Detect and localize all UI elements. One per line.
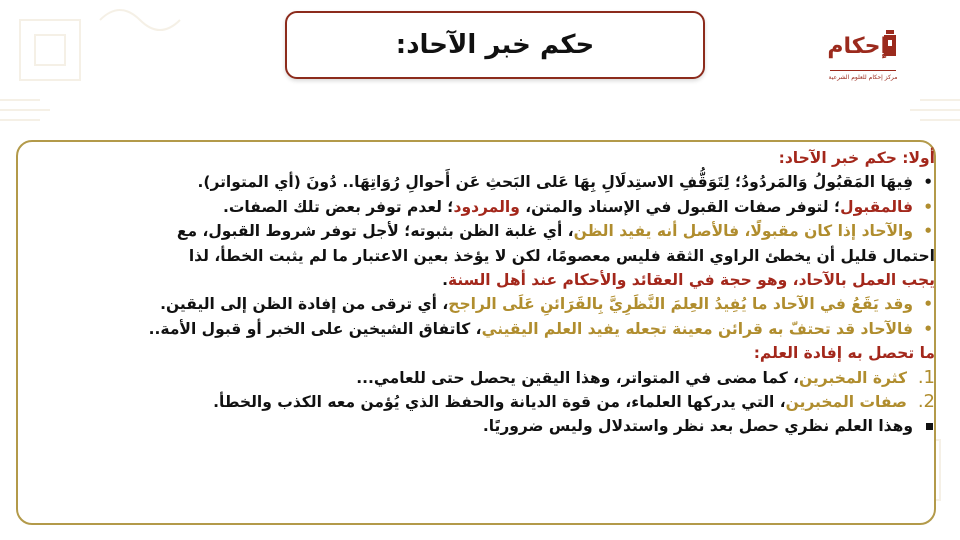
bullet2-part1: فالمقبول [840,197,913,216]
item2-part1: صفات المخبرين [785,393,907,412]
item2-number: 2. [917,391,935,413]
bullet3-part3: يجب العمل بالآحاد، وهو حجة في العقائد والأحكام عند أهل السنة [447,271,935,290]
list-item [25,292,935,316]
list-item [25,414,935,438]
bullet-icon: • [923,319,933,338]
page-title: حكم خبر الآحاد: [395,30,595,60]
title-box [285,11,705,79]
bullet2-part4: ؛ لعدم توفر بعض تلك الصفات. [222,197,454,216]
bullet4-part2: ، أي ترقى من إفادة الظن إلى اليقين. [160,295,449,314]
bullet-icon: • [923,197,933,216]
section1-heading: أولا: حكم خبر الآحاد: [778,149,935,167]
square-bullet-icon [926,423,933,430]
section2-heading: ما تحصل به إفادة العلم: [753,344,935,363]
bullet3-part4: . [442,271,448,290]
list-item [25,195,935,219]
item2-part2: ، التي يدركها العلماء، من قوة الديانة والحفظ الذي يُؤمن معه الكذب والخطأ. [213,393,786,412]
bullet2-part2: ؛ لتوفر صفات القبول في الإسناد والمتن، [519,197,841,216]
bullet3-line2: احتمال قليل أن يخطئ الراوي الثقة فليس معصومًا، لكن لا يؤخذ بعين الاعتبار ما لم يثبت الخطأ، لذا [188,246,935,265]
list-item [25,366,935,390]
bullet2-part3: والمردود [453,197,520,216]
list-item [25,390,935,414]
logo [826,26,900,92]
bullet-icon: • [923,173,933,192]
logo-divider [830,70,896,71]
list-item [25,317,935,341]
logo-subtitle: مركز إحكام للعلوم الشرعية [828,74,898,81]
list-item [25,170,935,194]
item1-part1: كثرة المخبرين [799,368,907,387]
content [25,146,935,439]
bullet4-part1: وقد يَقَعُ في الآحاد ما يُفِيدُ العِلمَ النَّظَرِيَّ بِالقَرَائنِ عَلَى الراجح [448,295,913,314]
bullet5-part2: ، كاتفاق الشيخين على الخبر أو قبول الأمة.. [148,319,482,338]
section2-note: وهذا العلم نظري حصل بعد نظر واستدلال وليس ضروريًا. [482,417,913,436]
bullet-icon: • [923,222,933,241]
bullet3-part2: ، أي غلبة الظن بثبوته؛ لأجل توفر شروط القبول، مع [176,222,574,241]
list-item [25,219,935,243]
bullet3-part1: والآحاد إذا كان مقبولًا، فالأصل أنه يفيد الظن [573,222,913,241]
logo-text: إحكام [827,34,888,59]
bullet3-line3 [25,268,935,292]
bullet1-text: فِيهَا المَقبُولُ وَالمَردُودُ؛ لِتَوَقُّفِ الاستِدلَالِ بِهَا عَلى البَحثِ عَن أَحوالِ رُوَاتِهَا.. دُونَ (أي المتواتر). [197,173,913,192]
item1-number: 1. [917,366,935,388]
item1-part2: ، كما مضى في المتواتر، وهذا اليقين يحصل حتى للعامي... [356,368,800,387]
bullet-icon: • [923,295,933,314]
bullet5-part1: فالآحاد قد تحتفّ به قرائن معينة تجعله يفيد العلم اليقيني [481,319,913,338]
